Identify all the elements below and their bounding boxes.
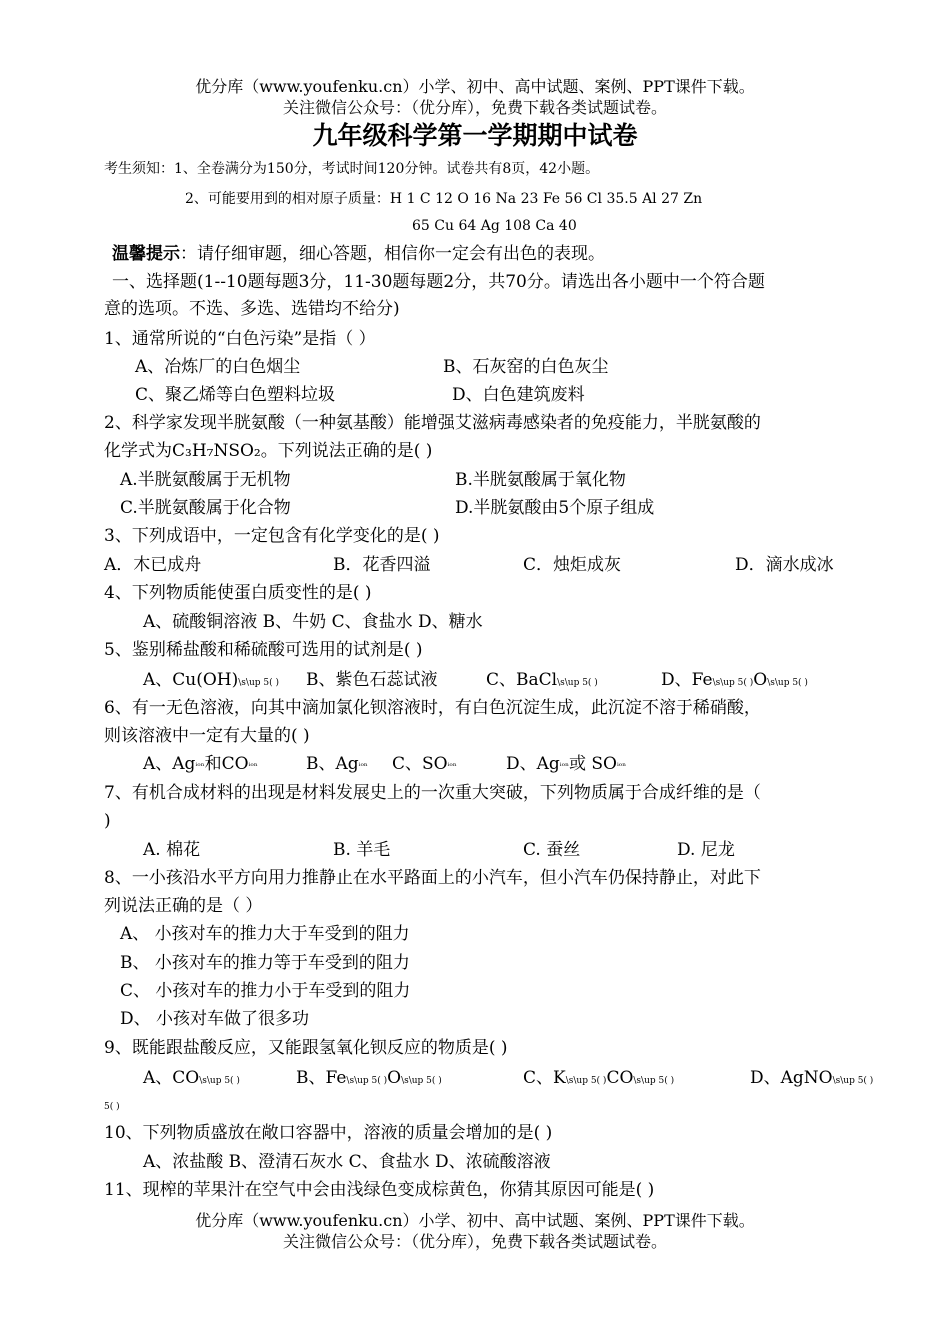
tip-line: [112, 243, 605, 265]
q9-option-c-formula: C、K: [523, 1068, 566, 1088]
q1-option-d: D、白色建筑废料: [452, 385, 585, 405]
q8-option-a: A、 小孩对车的推力大于车受到的阻力: [120, 924, 410, 944]
q9-option-d: [750, 1067, 873, 1092]
header-line-1: 优分库（www.youfenku.cn）小学、初中、高中试题、案例、PPT课件下载。: [195, 77, 755, 96]
q6-ion-mark-3: ⁱᵒⁿ: [358, 762, 368, 772]
q6-option-c: [392, 753, 457, 778]
q5-stem: 5、鉴别稀盐酸和稀硫酸可选用的试剂是( ): [104, 640, 423, 660]
q6-ion-mark-1: ⁱᵒⁿ: [195, 762, 205, 772]
q8-option-d: D、 小孩对车做了很多功: [120, 1009, 310, 1029]
q9-option-a: [143, 1067, 240, 1092]
q9-option-b-formula-2: O: [387, 1068, 402, 1088]
footer-line-1: 优分库（www.youfenku.cn）小学、初中、高中试题、案例、PPT课件下载。: [195, 1211, 755, 1230]
q2-line-2: 化学式为C₃H₇NSO₂。下列说法正确的是( ): [104, 441, 433, 461]
q7-option-b: B. 羊毛: [333, 840, 391, 860]
q6-line-1: 6、有一无色溶液，向其中滴加氯化钡溶液时，有白色沉淀生成，此沉淀不溶于稀硝酸，: [104, 698, 761, 718]
q6-ion-mark-5: ⁱᵒⁿ: [559, 762, 569, 772]
q2-option-b: B.半胱氨酸属于氧化物: [455, 470, 626, 490]
section1-line-2: 意的选项。不选、多选、选错均不给分): [104, 299, 400, 319]
q10-options: A、浓盐酸 B、澄清石灰水 C、食盐水 D、浓硫酸溶液: [143, 1152, 551, 1172]
q2-option-c: C.半胱氨酸属于化合物: [120, 498, 291, 518]
q9-option-b: [296, 1067, 442, 1092]
tip-label: 温馨提示: [112, 244, 180, 264]
q5-option-d-formula-2: O: [753, 670, 768, 690]
q6-option-c-text: C、SO: [392, 754, 448, 774]
q9-stem: 9、既能跟盐酸反应，又能跟氢氧化钡反应的物质是( ): [104, 1038, 508, 1058]
q1-stem: 1、通常所说的“白色污染”是指（ ）: [104, 329, 376, 349]
q5-option-d-field-code-2: \s\up 5( ): [767, 678, 808, 688]
q6-option-a: [143, 753, 258, 778]
q6-option-a-text: A、Ag: [143, 754, 196, 774]
header-line-2: 关注微信公众号：（优分库），免费下载各类试题试卷。: [282, 98, 667, 117]
q9-option-c-formula-2: CO: [606, 1068, 634, 1088]
q7-line-1: 7、有机合成材料的出现是材料发展史上的一次重大突破，下列物质属于合成纤维的是（: [104, 783, 761, 803]
q9-option-a-formula: A、CO: [143, 1068, 200, 1088]
q3-option-d: D．滴水成冰: [735, 555, 834, 575]
q8-line-2: 列说法正确的是（ ）: [104, 896, 263, 916]
q6-option-d: [506, 753, 626, 778]
q3-option-b: B．花香四溢: [333, 555, 431, 575]
q5-option-a-field-code: \s\up 5( ): [238, 678, 279, 688]
tip-text: ：请仔细审题，细心答题，相信你一定会有出色的表现。: [180, 244, 605, 264]
q1-option-b: B、石灰窑的白色灰尘: [443, 357, 609, 377]
q4-stem: 4、下列物质能使蛋白质变性的是( ): [104, 583, 372, 603]
q6-option-d-text-2: 或 SO: [568, 754, 617, 774]
q6-ion-mark-2: ⁱᵒⁿ: [248, 762, 258, 772]
q11-stem: 11、现榨的苹果汁在空气中会由浅绿色变成棕黄色，你猜其原因可能是( ): [104, 1180, 655, 1200]
q9-field-code-3: \s\up 5( ): [401, 1076, 442, 1086]
q5-option-d-formula: D、Fe: [661, 670, 713, 690]
q6-option-b: [306, 753, 368, 778]
q4-options: A、硫酸铜溶液 B、牛奶 C、食盐水 D、糖水: [143, 612, 483, 632]
q9-option-b-formula: B、Fe: [296, 1068, 347, 1088]
q2-option-d: D.半胱氨酸由5个原子组成: [455, 498, 655, 518]
q7-line-2: ): [104, 811, 111, 831]
q9-field-code-5: \s\up 5( ): [633, 1076, 675, 1086]
q3-option-c: C．烛炬成灰: [523, 555, 622, 575]
q6-line-2: 则该溶液中一定有大量的( ): [104, 726, 310, 746]
q8-option-c: C、 小孩对车的推力小于车受到的阻力: [120, 981, 411, 1001]
q7-option-d: D. 尼龙: [677, 840, 735, 860]
q9-option-c: [523, 1067, 674, 1092]
q3-stem: 3、下列成语中，一定包含有化学变化的是( ): [104, 526, 440, 546]
section1-line-1: 一、选择题(1--10题每题3分，11-30题每题2分，共70分。请选出各小题中一个符合题: [112, 272, 765, 292]
q6-option-a-text-2: 和CO: [204, 754, 249, 774]
q5-option-c-formula: C、BaCl: [486, 670, 558, 690]
q5-option-c-field-code: \s\up 5( ): [557, 678, 598, 688]
q9-field-code-1: \s\up 5( ): [199, 1076, 240, 1086]
q8-option-b: B、 小孩对车的推力等于车受到的阻力: [120, 953, 410, 973]
q2-option-a: A.半胱氨酸属于无机物: [120, 470, 291, 490]
notice-line-1: 考生须知：1、全卷满分为150分，考试时间120分钟。试卷共有8页，42小题。: [104, 161, 600, 177]
q7-option-a: A. 棉花: [143, 840, 201, 860]
page-title: 九年级科学第一学期期中试卷: [312, 121, 638, 150]
q9-field-code-6: \s\up 5( ): [832, 1076, 874, 1086]
q5-option-d-field-code: \s\up 5( ): [712, 678, 754, 688]
q5-option-d: [661, 669, 808, 694]
q9-field-code-wrap: 5( ): [104, 1102, 120, 1112]
notice-line-3: 65 Cu 64 Ag 108 Ca 40: [412, 218, 577, 234]
q5-option-a-formula: A、Cu(OH): [143, 670, 239, 690]
q9-option-d-formula: D、AgNO: [750, 1068, 833, 1088]
q2-line-1: 2、科学家发现半胱氨酸（一种氨基酸）能增强艾滋病毒感染者的免疫能力，半胱氨酸的: [104, 413, 761, 433]
q6-ion-mark-4: ⁱᵒⁿ: [447, 762, 457, 772]
q5-option-c: [486, 669, 598, 694]
q3-option-a: A．木已成舟: [104, 555, 202, 575]
q5-option-b: B、紫色石蕊试液: [306, 670, 438, 690]
q7-option-c: C. 蚕丝: [523, 840, 581, 860]
q1-option-c: C、聚乙烯等白色塑料垃圾: [135, 385, 336, 405]
notice-line-2: 2、可能要用到的相对原子质量：H 1 C 12 O 16 Na 23 Fe 56 Cl 35.5 Al 27 Zn: [185, 191, 703, 207]
q9-field-code-4: \s\up 5( ): [565, 1076, 607, 1086]
q1-option-a: A、冶炼厂的白色烟尘: [135, 357, 301, 377]
q10-stem: 10、下列物质盛放在敞口容器中，溶液的质量会增加的是( ): [104, 1123, 553, 1143]
q6-ion-mark-6: ⁱᵒⁿ: [616, 762, 627, 772]
q9-field-code-2: \s\up 5( ): [346, 1076, 388, 1086]
q5-option-a: [143, 669, 279, 694]
q6-option-b-text: B、Ag: [306, 754, 359, 774]
q6-option-d-text: D、Ag: [506, 754, 560, 774]
footer-line-2: 关注微信公众号：（优分库），免费下载各类试题试卷。: [282, 1232, 667, 1251]
q8-line-1: 8、一小孩沿水平方向用力推静止在水平路面上的小汽车，但小汽车仍保持静止，对此下: [104, 868, 761, 888]
